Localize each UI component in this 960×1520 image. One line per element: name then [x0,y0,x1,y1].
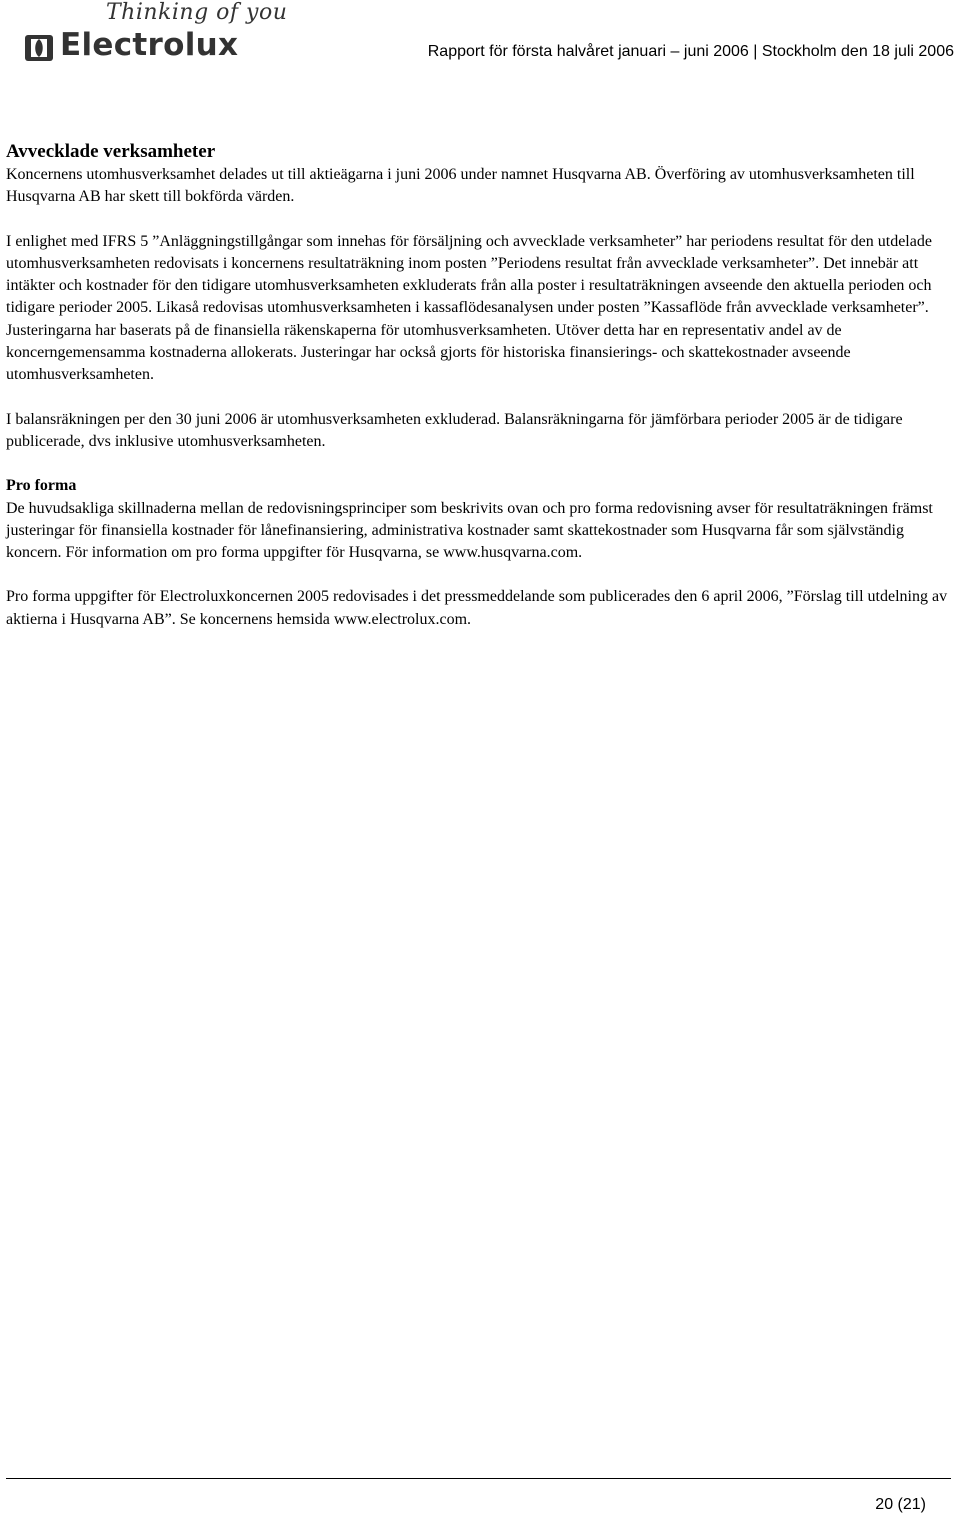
paragraph: Koncernens utomhusverksamhet delades ut till aktieägarna i juni 2006 under namnet Husqvarna AB. Överföring av utomhusverksamheten till Husqvarna AB har skett till bokförda värden. [6,166,915,206]
paragraph: De huvudsakliga skillnaderna mellan de redovisningsprinciper som beskrivits ovan och pro forma redovisning avser för resultaträkningen främst justeringar för finansiella kostnader för lånefinansiering, administrativa kostnader samt skattekostnader som Husqvarna får som självständig koncern. För information om pro forma uppgifter för Husqvarna, se www.husqvarna.com. [6,499,933,562]
electrolux-logo-icon [25,35,53,61]
section-heading-pro-forma: Pro forma [6,477,77,495]
page-header [0,0,960,70]
document-body [6,140,951,631]
paragraph: I balansräkningen per den 30 juni 2006 är utomhusverksamheten exkluderad. Balansräkningarna för jämförbara perioder 2005 är de tidigare publicerade, dvs inklusive utomhusverksamheten. [6,410,903,450]
paragraph: I enlighet med IFRS 5 ”Anläggningstillgångar som innehas för försäljning och avvecklade verksamheter” har periodens resultat för den utdelade utomhusverksamheten redovisats i koncernens resultaträkning inom posten ”Periodens resultat från avvecklade verksamheter”. Det innebär att intäkter och kostnader för den tidigare utomhusverksamheten exkluderats från alla poster i resultaträkningen avseende den aktuella perioden och tidigare perioder 2005. Likaså redovisas utomhusverksamheten i kassaflödesanalysen under posten ”Kassaflöde från avvecklade verksamheter”. Justeringarna har baserats på de finansiella räkenskaperna för utomhusverksamheten. Utöver detta har en representativ andel av de koncerngemensamma kostnaderna allokerats. Justeringar har också gjorts för historiska finansierings- och skattekostnader avseende utomhusverksamheten. [6,232,932,384]
tagline: Thinking of you [106,0,288,25]
report-title: Rapport för första halvåret januari – juni 2006 | Stockholm den 18 juli 2006 [427,43,954,60]
paragraph: Pro forma uppgifter för Electroluxkoncernen 2005 redovisades i det pressmeddelande som publicerades den 6 april 2006, ”Förslag till utdelning av aktierna i Husqvarna AB”. Se koncernens hemsida www.electrolux.com. [6,588,948,628]
brand-name: Electrolux [60,27,239,63]
page-number: 20 (21) [875,1496,926,1513]
footer-divider [6,1478,951,1479]
section-heading-avvecklade: Avvecklade verksamheter [6,141,216,162]
